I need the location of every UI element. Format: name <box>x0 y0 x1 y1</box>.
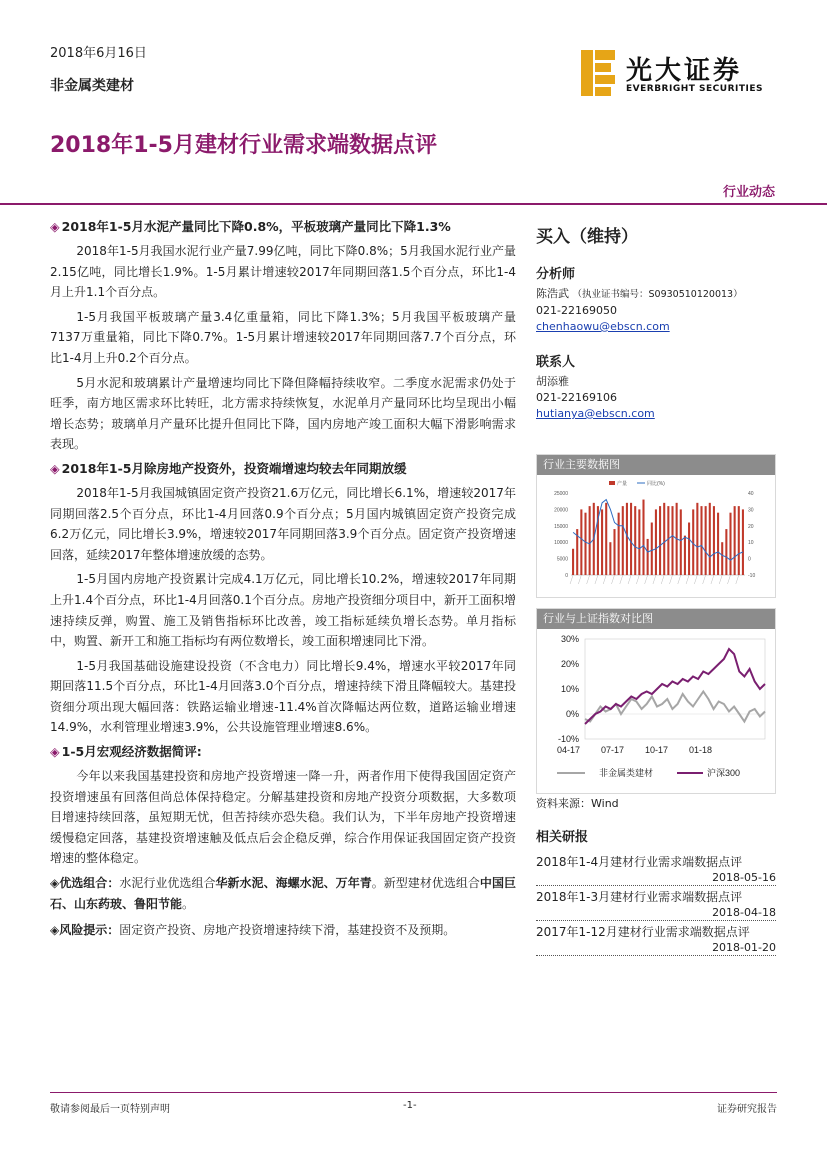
x-tick-mark <box>636 575 639 584</box>
x-tick-label: 07-17 <box>601 745 625 755</box>
bar <box>667 506 669 575</box>
x-tick-mark <box>570 575 573 584</box>
bar <box>609 542 611 575</box>
sector-label: 非金属类建材 <box>50 78 134 94</box>
bar <box>651 523 653 575</box>
sidebar <box>536 222 776 960</box>
panel-title: 行业主要数据图 <box>537 455 775 475</box>
bar <box>601 509 603 575</box>
bar <box>584 513 586 575</box>
plot-frame <box>585 639 765 739</box>
bar <box>684 536 686 575</box>
bar <box>738 506 740 575</box>
bar <box>634 506 636 575</box>
bar <box>613 529 615 575</box>
x-tick-mark <box>661 575 664 584</box>
diamond-icon: ◈ <box>50 460 60 476</box>
bar <box>630 503 632 575</box>
y-tick-label: 20% <box>560 659 579 669</box>
x-tick-mark <box>653 575 656 584</box>
page-title: 2018年1-5月建材行业需求端数据点评 <box>50 133 437 158</box>
bar <box>721 542 723 575</box>
contact-phone: 021-22169106 <box>536 391 617 404</box>
diamond-icon: ◈ <box>50 744 60 760</box>
x-tick-label: 04-17 <box>557 745 581 755</box>
report-date: 2018年6月16日 <box>50 46 147 61</box>
bar <box>709 503 711 575</box>
bar <box>618 513 620 575</box>
bar <box>713 506 715 575</box>
x-tick-mark <box>719 575 722 584</box>
index-compare-panel <box>536 608 776 794</box>
x-tick-mark <box>612 575 615 584</box>
bar <box>705 506 707 575</box>
bar <box>605 503 607 575</box>
paragraph: 2018年1-5月我国水泥行业产量7.99亿吨，同比下降0.8%；5月我国水泥行业产量2.15亿吨，同比增长1.9%。1-5月累计增速较2017年同期回落1.5个百分点，环比1-4月上升1.1个百分点。 <box>50 244 516 300</box>
y-tick-label-right: -10 <box>748 573 756 579</box>
diamond-icon: ◈ <box>50 923 60 938</box>
contact-name: 胡添雅 <box>536 375 569 388</box>
related-item[interactable]: 2017年1-12月建材行业需求端数据点评 2018-01-20 <box>536 925 776 954</box>
industry-data-panel <box>536 454 776 598</box>
bar <box>671 506 673 575</box>
y-tick-label-right: 30 <box>748 507 754 514</box>
y-tick-label-left: 10000 <box>554 540 568 547</box>
bar <box>742 509 744 575</box>
index-compare-chart <box>537 629 775 789</box>
logo-text-en: EVERBRIGHT SECURITIES <box>626 84 763 94</box>
y-tick-label-right: 20 <box>748 523 754 530</box>
bar <box>734 506 736 575</box>
risk-paragraph: ◈风险提示：固定资产投资、房地产投资增速持续下滑，基建投资不及预期。 <box>50 923 456 938</box>
bar <box>589 506 591 575</box>
paragraph: 1-5月国内房地产投资累计完成4.1万亿元，同比增长10.2%，增速较2017年同期上升1.4个百分点，环比1-4月回落0.1个百分点。房地产投资细分项目中，新开工面积增速持续反弹，购置、施工及销售指标环比改善，竣工指标延续负增长态势。单月指标中，购置、新开工和施工指标均有两位数增长，竣工面积增速同比下滑。 <box>50 572 516 649</box>
y-tick-label: 30% <box>560 634 579 644</box>
x-tick-mark <box>678 575 681 584</box>
bar <box>659 506 661 575</box>
contact-heading: 联系人 <box>536 355 576 370</box>
x-tick-mark <box>595 575 598 584</box>
diamond-icon: ◈ <box>50 219 60 234</box>
legend-label: 同比(%) <box>647 481 665 487</box>
portfolio-paragraph: ◈优选组合：水泥行业优选组合华新水泥、海螺水泥、万年青。新型建材优选组合中国巨石、山东药玻、鲁阳节能。 <box>50 876 516 911</box>
x-tick-mark <box>686 575 689 584</box>
footer-disclaimer: 敬请参阅最后一页特别声明 <box>50 1104 170 1115</box>
footer-divider <box>50 1092 777 1093</box>
industry-data-chart <box>537 475 775 593</box>
x-tick-mark <box>711 575 714 584</box>
bar <box>626 503 628 575</box>
y-tick-label-left: 25000 <box>554 491 568 497</box>
bar <box>696 503 698 575</box>
bar <box>663 503 665 575</box>
related-item[interactable]: 2018年1-4月建材行业需求端数据点评 2018-05-16 <box>536 855 776 884</box>
report-type: 行业动态 <box>722 185 775 200</box>
paragraph: 今年以来我国基建投资和房地产投资增速一降一升，两者作用下使得我国固定资产投资增速虽有回落但尚总体保持稳定。分解基建投资和房地产投资分项数据，大多数项目增速持续回落，虽短期无忧，但苦持续亦恐失稳。我们认为，下半年房地产投资增速缓慢稳定回落，基建投资增速触及低点后会企稳反弹，综合作用保证我国固定资产投资增速的整体稳定。 <box>50 769 516 866</box>
everbright-logo-icon <box>578 48 620 98</box>
x-tick-mark <box>645 575 648 584</box>
paragraph: 2018年1-5月我国城镇固定资产投资21.6万亿元，同比增长6.1%，增速较2017年同期回落2.5个百分点，环比1-4月回落0.9个百分点；5月国内城镇固定资产投资完成6.2万亿元，同比增长3.9%，增速较2017年同期回落3.9个百分点。固定资产投资增速回落，延续2017年整体增速放缓的态势。 <box>50 485 516 562</box>
legend-label: 产量 <box>617 481 628 487</box>
page-number: -1- <box>403 1100 417 1111</box>
rating: 买入（维持） <box>536 227 638 247</box>
paragraph: 5月水泥和玻璃累计产量增速均同比下降但降幅持续收窄。二季度水泥需求仍处于旺季，南方地区需求环比转旺，北方需求持续恢复，水泥单月产量同环比均呈现出小幅增长态势；玻璃单月产量环比提升但同比下降，国内房地产竣工面积大幅下滑影响需求表现。 <box>50 375 516 452</box>
bar <box>717 513 719 575</box>
x-tick-mark <box>628 575 631 584</box>
legend-label: 沪深300 <box>707 768 741 778</box>
panel-title: 行业与上证指数对比图 <box>537 609 775 629</box>
y-tick-label: 10% <box>560 684 579 694</box>
bar <box>729 513 731 575</box>
x-tick-mark <box>603 575 606 584</box>
paragraph: 1-5月我国基础设施建设投资（不含电力）同比增长9.4%，增速水平较2017年同期回落11.5个百分点，环比1-4月回落3.0个百分点，增速持续下滑且降幅较大。基建投资细分项出现大幅回落：铁路运输业增速-11.4%首次降幅达两位数，道路运输业增速14.9%，水利管理业增速3.9%，公共设施管理业增速8.6%。 <box>50 658 516 735</box>
analyst-heading: 分析师 <box>536 267 576 282</box>
related-heading: 相关研报 <box>536 830 589 845</box>
bar <box>622 506 624 575</box>
paragraph: 1-5月我国平板玻璃产量3.4亿重量箱，同比下降1.3%；5月我国平板玻璃产量7137万重量箱，同比下降0.7%。1-5月累计增速较2017年同期回落7.7个百分点，环比1-4月上升0.2个百分点。 <box>50 309 516 365</box>
data-source: 资料来源：Wind <box>536 797 619 810</box>
bar <box>655 509 657 575</box>
y-tick-label-right: 0 <box>748 556 751 563</box>
bar <box>642 500 644 575</box>
y-tick-label: -10% <box>557 734 579 744</box>
bar <box>700 506 702 575</box>
x-tick-mark <box>703 575 706 584</box>
diamond-icon: ◈ <box>50 876 60 891</box>
x-tick-mark <box>620 575 623 584</box>
x-tick-mark <box>736 575 739 584</box>
y-tick-label-right: 10 <box>748 540 754 547</box>
related-list <box>536 855 776 956</box>
x-tick-label: 01-18 <box>689 745 713 755</box>
analyst-email-link[interactable]: chenhaowu@ebscn.com <box>536 320 670 333</box>
contact-email-link[interactable]: hutianya@ebscn.com <box>536 407 655 420</box>
x-tick-mark <box>587 575 590 584</box>
y-tick-label-left: 15000 <box>554 523 568 530</box>
footer-report-type: 证券研究报告 <box>717 1104 777 1115</box>
analyst-info: 陈浩武 （执业证书编号：S0930510120013） <box>536 287 743 300</box>
bar <box>688 523 690 575</box>
section-heading: ◈ 2018年1-5月水泥产量同比下降0.8%，平板玻璃产量同比下降1.3% <box>50 219 451 234</box>
x-tick-mark <box>728 575 731 584</box>
legend-swatch <box>609 481 615 485</box>
bar <box>580 509 582 575</box>
related-item[interactable]: 2018年1-3月建材行业需求端数据点评 2018-04-18 <box>536 890 776 919</box>
bar <box>680 509 682 575</box>
y-tick-label-left: 20000 <box>554 507 568 514</box>
bar <box>638 509 640 575</box>
y-tick-label-right: 40 <box>748 491 754 497</box>
y-tick-label-left: 5000 <box>556 556 568 563</box>
analyst-phone: 021-22169050 <box>536 304 617 317</box>
section-heading: ◈ 2018年1-5月除房地产投资外，投资端增速均较去年同期放缓 <box>50 460 407 476</box>
logo-text-cn: 光大证券 <box>626 56 743 86</box>
y-tick-label-left: 0 <box>565 573 568 579</box>
section-heading: ◈ 1-5月宏观经济数据简评: <box>50 744 202 760</box>
header-divider <box>0 203 827 205</box>
bar <box>647 539 649 575</box>
bar <box>572 549 574 575</box>
y-tick-label: 0% <box>565 709 579 719</box>
x-tick-mark <box>694 575 697 584</box>
x-tick-mark <box>670 575 673 584</box>
x-tick-mark <box>578 575 581 584</box>
legend-label: 非金属类建材 <box>599 768 654 778</box>
bar <box>725 529 727 575</box>
x-tick-label: 10-17 <box>645 745 669 755</box>
main-content <box>50 217 516 945</box>
